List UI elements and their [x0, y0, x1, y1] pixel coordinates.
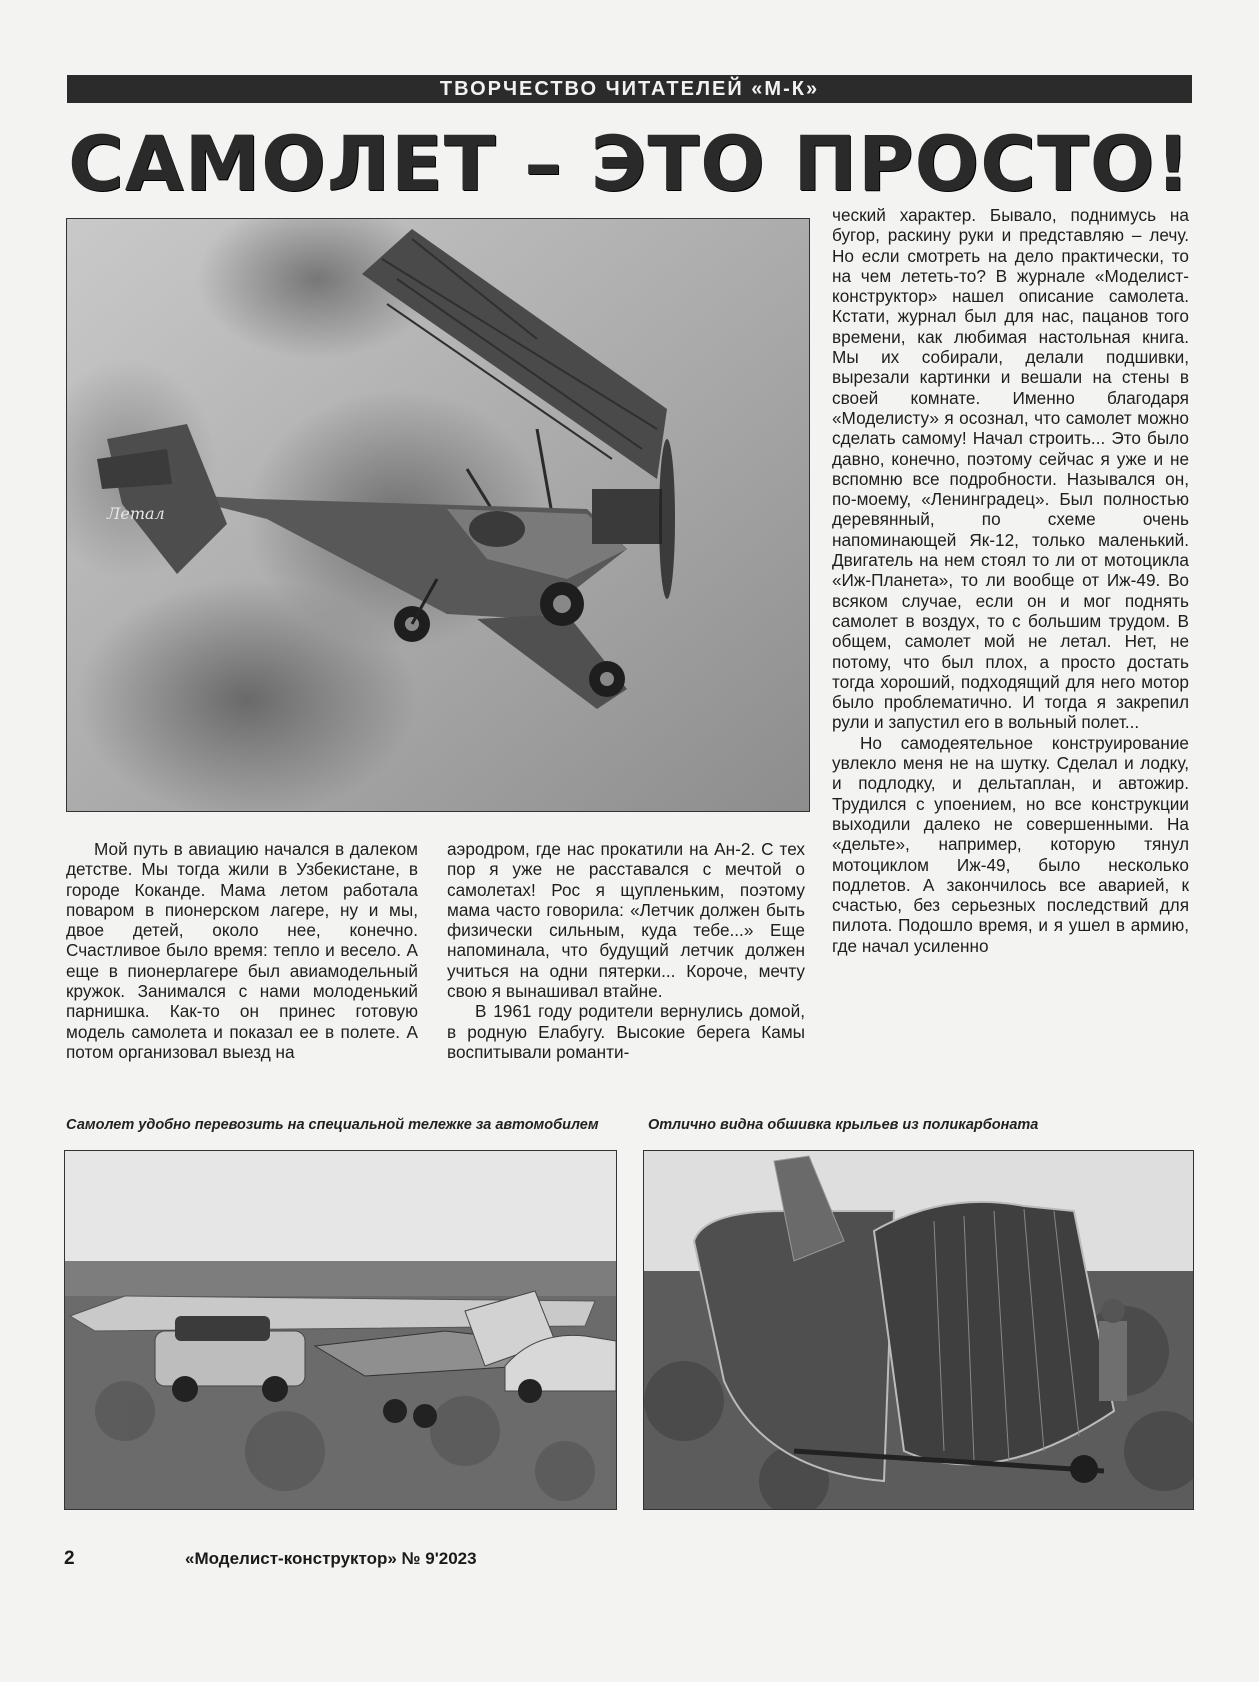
article-column-left [66, 839, 418, 1062]
article-column-right [832, 205, 1189, 956]
magazine-issue: «Моделист-конструктор» № 9'2023 [185, 1549, 477, 1568]
folded-wings-image [644, 1151, 1193, 1509]
caption-left-photo: Самолет удобно перевозить на специальной тележке за автомобилем [66, 1117, 599, 1133]
plane-tail-lettering: Летал [107, 504, 165, 523]
airplane-in-flight-image [67, 219, 809, 811]
article-paragraph: аэродром, где нас прокатили на Ан-2. С тех пор я уже не расставался с мечтой о самолетах! Рос я щупленьким, поэтому мама часто говорила: «Летчик должен быть физически сильным, куда тебе...» Еще напоминала, что будущий летчик должен учиться на одни пятерки... Короче, мечту свою я вынашивал втайне. [447, 839, 805, 1002]
article-paragraph: Мой путь в авиацию начался в далеком детстве. Мы тогда жили в Узбекистане, в городе Коканде. Мама летом работала поваром в пионерском лагере, ну и мы, двое детей, около нее, конечно. Счастливое было время: тепло и весело. А еще в пионерлагере был авиамодельный кружок. Занимался с нами молоденький парнишка. Как-то он принес готовую модель самолета и показал ее в полете. А потом организовал выезд на [66, 839, 418, 1062]
main-photo-airplane-in-flight [66, 218, 810, 812]
page-title: САМОЛЕТ – ЭТО ПРОСТО! [67, 119, 1192, 208]
airplane-on-trailer-image [65, 1151, 616, 1509]
caption-right-photo: Отлично видна обшивка крыльев из поликарбоната [648, 1117, 1039, 1133]
article-paragraph: Но самодеятельное конструирование увлекло меня не на шутку. Сделал и лодку, и подлодку, и дельтаплан, и автожир. Трудился с упоением, но все конструкции выходили далеко не совершенными. На «дельте», например, которую тянул мотоциклом Иж-49, было несколько подлетов. А закончилось все аварией, к счастью, без серьезных последствий для пилота. Подошло время, и я ушел в армию, где начал усиленно [832, 732, 1189, 956]
page-number: 2 [64, 1548, 75, 1569]
photo-airplane-on-trailer [64, 1150, 617, 1510]
section-rubric: ТВОРЧЕСТВО ЧИТАТЕЛЕЙ «М-К» [67, 75, 1192, 103]
article-paragraph: В 1961 году родители вернулись домой, в родную Елабугу. Высокие берега Камы воспитывали романти- [447, 1001, 805, 1062]
photo-folded-wings [643, 1150, 1194, 1510]
article-paragraph: ческий характер. Бывало, поднимусь на бугор, раскину руки и представляю – лечу. Но если смотреть на дело практически, то на чем лететь-то? В журнале «Моделист-конструктор» нашел описание самолета. Кстати, журнал был для нас, пацанов того времени, как любимая настольная книга. Мы их собирали, делали подшивки, вырезали картинки и вешали на стены в своей комнате. Именно благодаря «Моделисту» я осознал, что самолет можно сделать самому! Начал строить... Это было давно, конечно, поэтому сейчас я уже и не вспомню все подробности. Назывался он, по-моему, «Ленинградец». Был полностью деревянный, по схеме очень напоминающей Як-12, только маленький. Двигатель на нем стоял то ли от мотоцикла «Иж-Планета», то ли вообще от Иж-49. Во всяком случае, если он и мог поднять самолет в воздух, то с большим трудом. В общем, самолет мой не летал. Нет, не потому, что был плох, а просто достать тогда хороший, подходящий для него мотор было проблематично. И тогда я закрепил рули и запустил его в вольный полет... [832, 205, 1189, 733]
article-column-middle [447, 839, 805, 1062]
